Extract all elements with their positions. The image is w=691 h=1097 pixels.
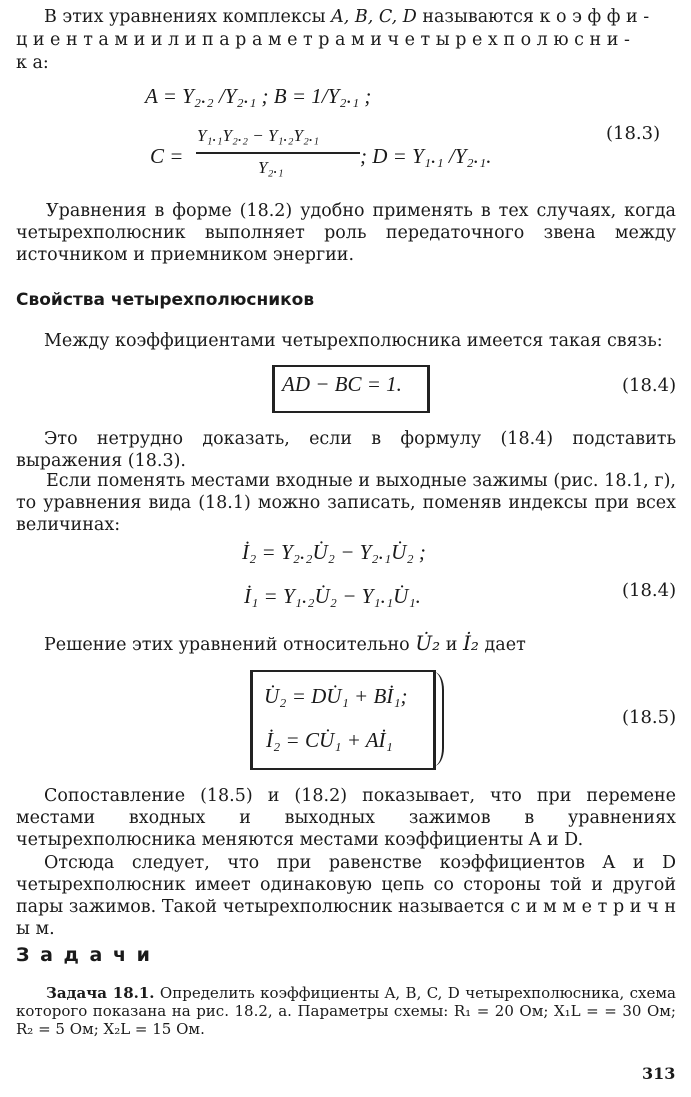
paragraph-solution [44,632,526,656]
equation-label-18-4: (18.4) [622,375,677,396]
paragraph-proof: Это нетрудно доказать, если в формулу (18.4) подставить выражения (18.3). [16,429,676,471]
equation-18-5-line2: İ₂ = CU̇₁ + Aİ₁ [266,728,393,752]
paragraph-intro-line3 [16,52,49,74]
equation-label-18-4b: (18.4) [622,580,677,601]
paragraph-intro-line2 [16,29,676,51]
intro-coeffs: A, B, C, D [331,7,417,27]
task-label: Задача 18.1. [46,984,155,1002]
paragraph-comparison: Сопоставление (18.5) и (18.2) показывает, что при перемене местами входных и выходных зажимов в уравнениях четырехполюсника меняются местами коэффициенты A и D. [16,786,676,850]
paragraph-relation: Между коэффициентами четырехполюсника имеется такая связь: [44,331,663,351]
intro-text-a: В этих уравнениях комплексы [44,7,326,27]
equation-label-18-3: (18.3) [606,123,661,144]
solution-and: и [445,635,458,655]
equation-18-4: AD − BC = 1. [282,372,402,396]
solution-gives: дает [484,635,526,655]
paragraph-swap: Если поменять местами входные и выходные зажимы (рис. 18.1, г), то уравнения вида (18.1) можно записать, поменяв индексы при всех величинах: [16,471,676,535]
section-heading-properties: Свойства четырехполюсников [16,290,315,310]
section-heading-tasks: З а д а ч и [16,944,152,966]
equation-18-4b-line1: İ₂ = Y₂.₂U̇₂ − Y₂.₁U̇₂ ; [242,540,426,564]
intro-spaced-3: к а: [16,53,49,73]
symmetric-term: с и м м е т р и ч н ы м. [16,897,676,939]
fraction-bar [196,152,360,154]
equation-18-3-c-numerator: Y₁.₁Y₂.₂ − Y₁.₂Y₂.₁ [197,126,320,145]
paragraph-symmetric [16,852,676,940]
equation-18-3-c-denominator: Y₂.₁ [258,158,284,177]
symmetric-text: Отсюда следует, что при равенстве коэффициентов A и D четырехполюсник имеет одинаковую цепь со стороны той и другой пары зажимов. Такой четырехполюсник называется [16,853,676,917]
right-brace [432,672,444,766]
intro-spaced-2: ц и е н т а м и и л и п а р а м е т р а м и ч е т ы р е х п о л ю с н и - [16,30,630,50]
paragraph-intro [44,6,674,28]
task-text: Определить коэффициенты A, B, C, D четырехполюсника, схема которого показана на рис. 18.2, а. Параметры схемы: R₁ = 20 Ом; X₁L = = 30 Ом; R₂ = 5 Ом; X₂L = 15 Ом. [16,984,676,1038]
task-18-1 [16,984,676,1038]
solution-text-a: Решение этих уравнений относительно [44,635,410,655]
solution-u2: U̇₂ [415,631,441,655]
intro-text-c: называются [422,7,534,27]
solution-i2: İ₂ [463,631,479,655]
intro-spaced-1: к о э ф ф и - [539,7,650,27]
equation-18-3-d: ; D = Y₁.₁ /Y₂.₁. [360,144,492,168]
equation-18-3-c-lhs: C = [150,144,184,168]
equation-label-18-5: (18.5) [622,707,677,728]
equation-18-4b-line2: İ₁ = Y₁.₂U̇₂ − Y₁.₁U̇₁. [244,584,421,608]
page-number: 313 [642,1064,676,1083]
equation-18-3-line1: A = Y₂.₂ /Y₂.₁ ; B = 1/Y₂.₁ ; [145,84,372,108]
paragraph-forms: Уравнения в форме (18.2) удобно применять в тех случаях, когда четырехполюсник выполняет роль передаточного звена между источником и приемником энергии. [16,201,676,265]
equation-18-5-line1: U̇₂ = DU̇₁ + Bİ₁; [264,684,408,708]
